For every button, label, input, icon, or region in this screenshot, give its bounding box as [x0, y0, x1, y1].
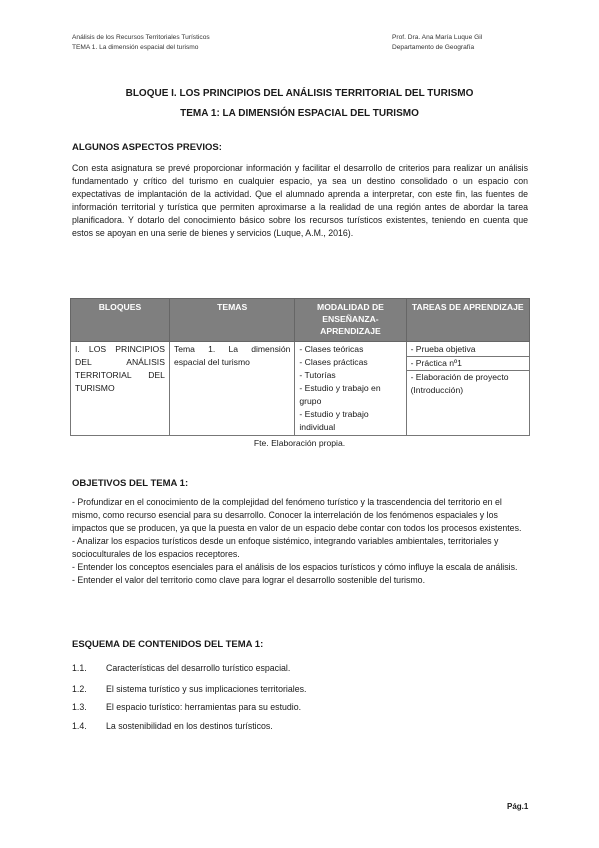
header-department: Departamento de Geografía	[392, 44, 475, 51]
contents-item-text: Características del desarrollo turístico espacial.	[106, 663, 291, 673]
modalidad-item: - Clases teóricas	[299, 344, 364, 354]
objective-item: - Entender el valor del territorio como clave para lograr el desarrollo sostenible del turismo.	[72, 575, 426, 585]
objective-item: - Entender los conceptos esenciales para el análisis de los espacios turísticos y cómo influye la escala de análisis.	[72, 562, 518, 572]
table-row	[71, 342, 530, 436]
contents-item-number: 1.4.	[72, 721, 87, 731]
topic-title: TEMA 1: LA DIMENSIÓN ESPACIAL DEL TURISMO	[180, 108, 419, 119]
tarea-item: - Prueba objetiva	[407, 343, 529, 357]
cell-bloque: I. LOS PRINCIPIOS DEL ANÁLISIS TERRITORIAL DEL TURISMO	[71, 342, 170, 436]
prev-paragraph: Con esta asignatura se prevé proporcionar información y facilitar el desarrollo de criterios para realizar un análisis fundamentado y crítico del turismo en cualquier espacio, ya sea un destino consolidado o un espacio con expectativas de implantación de la actividad. Que el alumnado aprenda a interpretar, con este fin, las fuentes de información territorial y turística que permiten aproximarse a la realidad de una región antes de abordar la tarea planificadora. Y dotarlo del conocimiento básico sobre los recursos turísticos existentes, teniendo en cuenta que estos se apoyan en una serie de bienes y servicios (Luque, A.M., 2016).	[72, 163, 528, 238]
contents-item-text: La sostenibilidad en los destinos turísticos.	[106, 721, 273, 731]
header-left	[72, 33, 210, 53]
objectives-heading: OBJETIVOS DEL TEMA 1:	[72, 478, 189, 489]
header-course: Análisis de los Recursos Territoriales Turísticos	[72, 34, 210, 41]
th-tareas: TAREAS DE APRENDIZAJE	[406, 299, 529, 342]
objective-item: - Profundizar en el conocimiento de la complejidad del fenómeno turístico y la trascendencia del territorio en el mismo, como recurso esencial para su desarrollo. Conocer la interrelación de los fenómenos espaciales y los impactos que se producen, ya que la puesta en valor de un espacio debe contar con todos los procesos existentes.	[72, 497, 522, 533]
block-title: BLOQUE I. LOS PRINCIPIOS DEL ANÁLISIS TERRITORIAL DEL TURISMO	[125, 88, 474, 99]
blocks-table	[70, 298, 530, 436]
contents-item-number: 1.3.	[72, 702, 87, 712]
contents-item-number: 1.2.	[72, 684, 87, 694]
contents-item-number: 1.1.	[72, 663, 87, 673]
cell-modalidad	[295, 342, 406, 436]
header-right	[392, 33, 482, 53]
objective-item: - Analizar los espacios turísticos desde un enfoque sistémico, integrando variables ambientales, territoriales y socioculturales de los espacios receptores.	[72, 536, 499, 559]
header-professor: Prof. Dra. Ana María Luque Gil	[392, 34, 483, 41]
th-modalidad: MODALIDAD DE ENSEÑANZA-APRENDIZAJE	[295, 299, 406, 342]
tarea-item: - Práctica nº1	[407, 357, 529, 371]
modalidad-item: - Estudio y trabajo individual	[299, 409, 369, 432]
objectives-list	[72, 496, 528, 587]
table-source: Fte. Elaboración propia.	[253, 438, 346, 448]
modalidad-item: - Estudio y trabajo en grupo	[299, 383, 381, 406]
tarea-item: - Elaboración de proyecto (Introducción)	[410, 372, 509, 395]
table-header-row	[71, 299, 530, 342]
page-number: Pág.1	[507, 802, 529, 811]
header-topic: TEMA 1. La dimensión espacial del turismo	[72, 44, 199, 51]
cell-tareas	[406, 342, 529, 436]
th-temas: TEMAS	[169, 299, 294, 342]
modalidad-item: - Clases prácticas	[299, 357, 368, 367]
th-bloques: BLOQUES	[71, 299, 170, 342]
contents-heading: ESQUEMA DE CONTENIDOS DEL TEMA 1:	[72, 639, 264, 650]
modalidad-item: - Tutorías	[299, 370, 336, 380]
cell-tema: Tema 1. La dimensión espacial del turismo	[169, 342, 294, 436]
contents-item-text: El sistema turístico y sus implicaciones territoriales.	[106, 684, 307, 694]
prev-heading: ALGUNOS ASPECTOS PREVIOS:	[72, 142, 222, 153]
contents-item-text: El espacio turístico: herramientas para su estudio.	[106, 702, 302, 712]
